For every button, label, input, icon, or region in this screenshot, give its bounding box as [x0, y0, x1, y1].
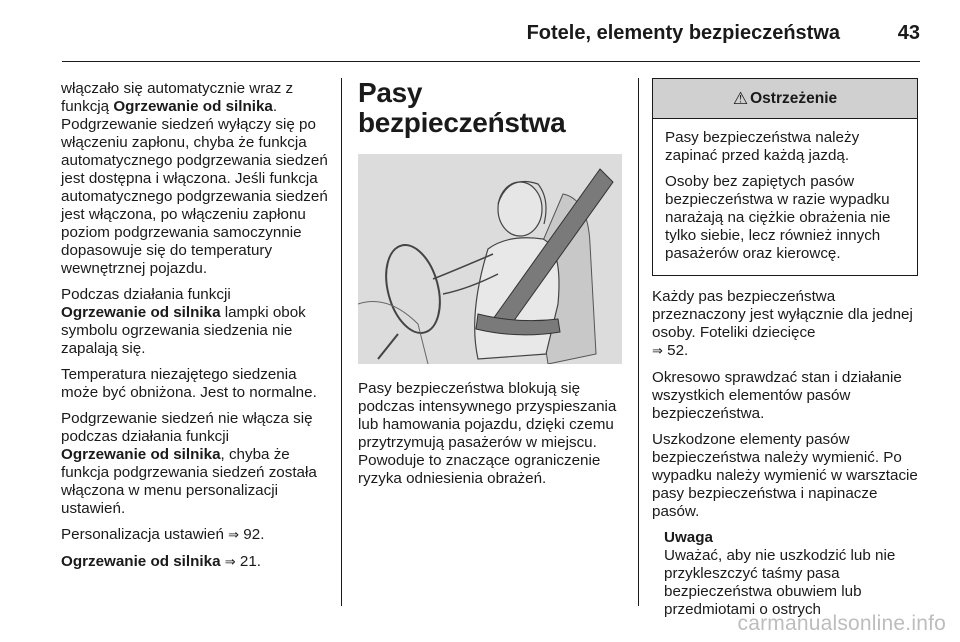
warning-header [653, 79, 917, 119]
column-2 [358, 78, 624, 496]
warning-box [652, 78, 918, 276]
note-title: Uwaga [664, 529, 713, 546]
paragraph: Okresowo sprawdzać stan i działanie wszystkich elementów pasów bezpieczeństwa. [652, 369, 902, 422]
seatbelt-drawing [358, 154, 622, 364]
column-3 [652, 78, 920, 619]
page-number: 43 [897, 22, 920, 44]
paragraph-text: , chyba że funkcja podgrzewania siedzeń została włączona w menu personalizacji ustawień. [61, 446, 317, 517]
page-header-title: Fotele, elementy bezpieczeństwa [526, 22, 840, 44]
function-name: Ogrzewanie od silnika [61, 553, 221, 570]
paragraph [652, 288, 920, 361]
note-box [652, 529, 920, 619]
paragraph-text: Każdy pas bezpieczeństwa przeznaczony jest wyłącznie dla jednej osoby. Foteliki dziecięce [652, 288, 913, 341]
paragraph-text: Podgrzewanie siedzeń nie włącza się podczas działania funkcji [61, 410, 313, 445]
paragraph-text: włączało się automatycznie wraz z [61, 80, 294, 97]
paragraph-text: Personalizacja ustawień [61, 526, 229, 543]
paragraph [61, 286, 333, 358]
function-name: Ogrzewanie od silnika [61, 304, 221, 321]
page-ref-arrow-icon: ⇒ [228, 528, 240, 543]
page-ref-link[interactable]: 92. [243, 526, 265, 543]
page-ref-link[interactable]: 52. [667, 342, 689, 359]
column-1 [61, 80, 333, 580]
paragraph [61, 526, 333, 545]
note-text: Uważać, aby nie uszkodzić lub nie przykleszczyć taśmy pasa bezpieczeństwa obuwiem lub przedmiotami o ostrych [664, 547, 896, 618]
paragraph: Temperatura niezajętego siedzenia może być obniżona. Jest to normalne. [61, 366, 317, 401]
warning-title: Ostrzeżenie [750, 89, 838, 107]
header-rule [62, 61, 920, 62]
page-ref-link[interactable]: 21. [239, 553, 262, 570]
paragraph-text: . [272, 98, 278, 115]
page-ref-arrow-icon: ⇒ [652, 344, 663, 359]
paragraph: Podgrzewanie siedzeń wyłączy się po włączeniu zapłonu, chyba że funkcja automatycznego podgrzewania siedzeń jest dostępna i włączona. Jeśli funkcja automatycznego podgrzewania siedzeń jest włączona, po włączeniu zapłonu poziom podgrzewania samoczynnie dopasowuje się do temperatury wewnętrznej pojazdu. [61, 116, 328, 277]
paragraph [61, 80, 333, 116]
section-title: Pasy bezpieczeństwa [358, 77, 566, 138]
paragraph [61, 410, 333, 518]
column-divider-1 [341, 78, 342, 606]
watermark: carmanualsonline.info [737, 612, 946, 635]
function-name: Ogrzewanie od silnika [113, 98, 273, 115]
illustration-caption: Pasy bezpieczeństwa blokują się podczas intensywnego przyspieszania lub hamowania pojazdu, dzięki czemu przytrzymują pasażerów w miejscu. Powoduje to znaczące ograniczenie ryzyka odniesienia obrażeń. [358, 380, 617, 487]
page-ref-arrow-icon: ⇒ [224, 555, 236, 570]
function-name: Ogrzewanie od silnika [61, 446, 221, 463]
seatbelt-illustration [358, 154, 622, 364]
warning-text: Osoby bez zapiętych pasów bezpieczeństwa w razie wypadku narażają na ciężkie obrażenia nie tylko siebie, lecz również innych pasażerów oraz kierowcę. [665, 173, 891, 262]
paragraph-text: funkcją [61, 98, 114, 115]
paragraph-text: Podczas działania funkcji [61, 286, 231, 303]
paragraph [61, 553, 333, 572]
warning-body [653, 119, 917, 275]
paragraph: Uszkodzone elementy pasów bezpieczeństwa należy wymienić. Po wypadku należy wymienić w warsztacie pasy bezpieczeństwa i napinacze pasów. [652, 431, 918, 520]
paragraph-text: lampki obok symbolu ogrzewania siedzenia nie zapalają się. [61, 304, 306, 357]
column-divider-2 [638, 78, 639, 606]
page-header [0, 0, 960, 62]
warning-text: Pasy bezpieczeństwa należy zapinać przed każdą jazdą. [665, 129, 860, 164]
warning-triangle-icon: ⚠ [732, 88, 749, 109]
